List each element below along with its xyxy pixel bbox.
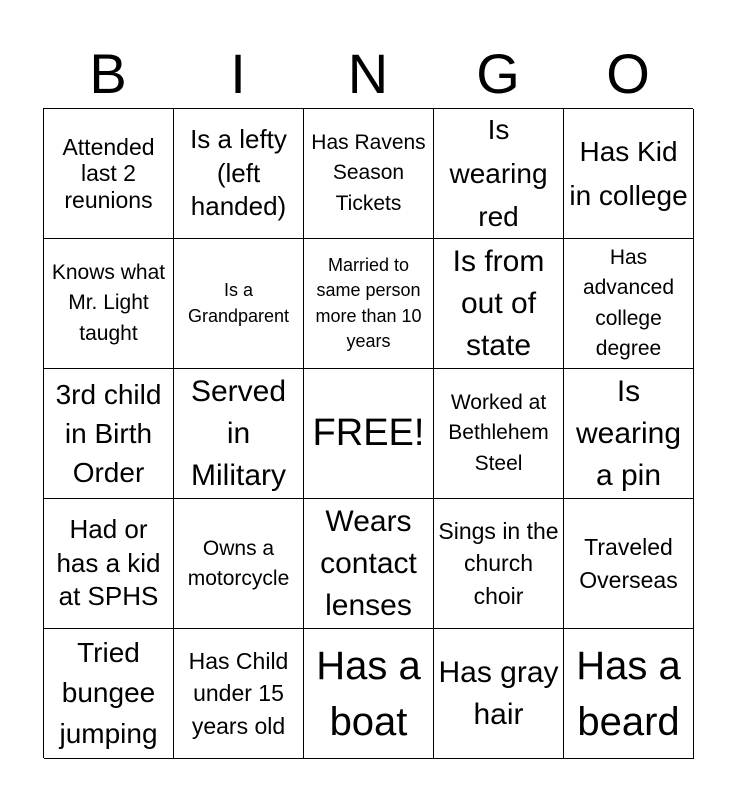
bingo-cell[interactable]: Has a boat: [304, 629, 434, 759]
bingo-cell[interactable]: Worked at Bethlehem Steel: [434, 369, 564, 499]
bingo-cell[interactable]: Attended last 2 reunions: [44, 109, 174, 239]
bingo-cell[interactable]: Served in Military: [174, 369, 304, 499]
bingo-cell[interactable]: Has Ravens Season Tickets: [304, 109, 434, 239]
free-space[interactable]: FREE!: [304, 369, 434, 499]
bingo-cell[interactable]: Is wearing red: [434, 109, 564, 239]
bingo-cell[interactable]: Had or has a kid at SPHS: [44, 499, 174, 629]
bingo-cell[interactable]: Knows what Mr. Light taught: [44, 239, 174, 369]
bingo-header: [43, 40, 693, 108]
bingo-cell[interactable]: Is a lefty (left handed): [174, 109, 304, 239]
bingo-cell[interactable]: Has Child under 15 years old: [174, 629, 304, 759]
bingo-cell[interactable]: Is from out of state: [434, 239, 564, 369]
header-letter-i: I: [230, 42, 246, 105]
header-letter-g: G: [476, 42, 520, 105]
bingo-cell[interactable]: Has Kid in college: [564, 109, 694, 239]
bingo-cell[interactable]: Is wearing a pin: [564, 369, 694, 499]
bingo-cell[interactable]: Sings in the church choir: [434, 499, 564, 629]
bingo-cell[interactable]: Has gray hair: [434, 629, 564, 759]
bingo-cell[interactable]: 3rd child in Birth Order: [44, 369, 174, 499]
bingo-cell[interactable]: Has a beard: [564, 629, 694, 759]
header-letter-b: B: [89, 42, 127, 105]
bingo-cell[interactable]: Traveled Overseas: [564, 499, 694, 629]
bingo-cell[interactable]: Has advanced college degree: [564, 239, 694, 369]
header-letter-n: N: [347, 42, 389, 105]
bingo-cell[interactable]: Tried bungee jumping: [44, 629, 174, 759]
bingo-cell[interactable]: Owns a motorcycle: [174, 499, 304, 629]
bingo-cell[interactable]: Wears contact lenses: [304, 499, 434, 629]
bingo-card: [43, 108, 693, 758]
header-letter-o: O: [606, 42, 650, 105]
bingo-cell[interactable]: Is a Grandparent: [174, 239, 304, 369]
bingo-cell[interactable]: Married to same person more than 10 years: [304, 239, 434, 369]
